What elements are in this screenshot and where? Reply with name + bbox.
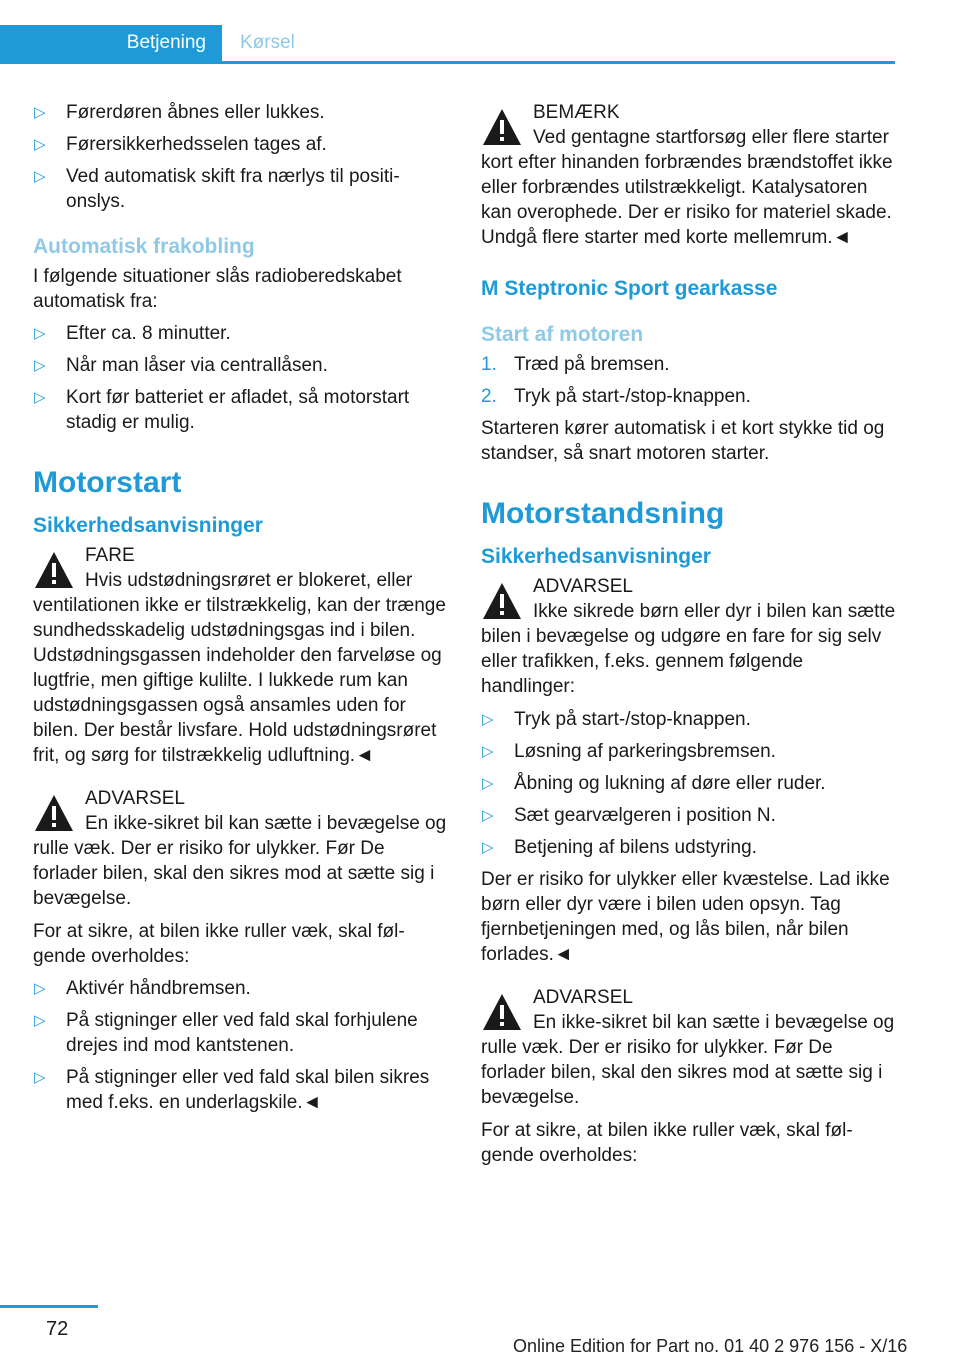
notice-text: Ikke sikrede børn eller dyr i bilen kan sætte bilen i bevægelse og udgøre en fare for sig selv eller trafikken, f.eks. gennem følgende handlinger: (481, 601, 896, 697)
bullet-triangle-icon: ▷ (482, 775, 494, 792)
list-item: ▷ På stigninger eller ved fald skal forhjulene drejes ind mod kantstenen. (34, 1010, 418, 1056)
notice-heading: ADVARSEL (85, 788, 185, 809)
warning-notice (481, 985, 896, 1110)
bullet-triangle-icon: ▷ (34, 389, 46, 406)
list-item: ▷ Førerdøren åbnes eller lukkes. (34, 102, 325, 123)
list-item: ▷ Førersikkerhedsselen tages af. (34, 134, 327, 155)
numbered-item: 1. Træd på bremsen. (481, 354, 670, 375)
step-number: 2. (481, 386, 497, 407)
heading-sikkerhedsanvisninger: Sikkerhedsanvisninger (33, 514, 263, 537)
bullet-triangle-icon: ▷ (482, 839, 494, 856)
tab-betjening[interactable]: Betjening (0, 25, 222, 61)
warning-triangle-icon (481, 991, 523, 1033)
heading-sikkerhedsanvisninger: Sikkerhedsanvisninger (481, 545, 711, 568)
heading-motorstart: Motorstart (33, 466, 182, 499)
chapter-tabbar (0, 25, 895, 64)
bullet-triangle-icon: ▷ (34, 1012, 46, 1029)
notice-heading: BEMÆRK (533, 102, 620, 123)
notice-heading: ADVARSEL (533, 987, 633, 1008)
danger-notice (33, 543, 448, 768)
warning-notice (481, 574, 896, 699)
paragraph: For at sikre, at bilen ikke ruller væk, skal følgende overholdes: (481, 1120, 853, 1166)
bullet-triangle-icon: ▷ (482, 743, 494, 760)
list-item: ▷ Åbning og lukning af døre eller ruder. (482, 773, 826, 794)
notice-heading: ADVARSEL (533, 576, 633, 597)
notice-text: Hvis udstødningsrøret er blokeret, eller ventilationen ikke er tilstrækkelig, kan der trænge sundhedsskadelig udstødningsgas ind i bilen. Udstødningsgassen indeholder den farveløse og lugtfrie, men giftige kulilte. I lukkede rum kan udstødningsgassen også ansamles uden for bilen. Der består livsfare. Hold udstødningsrøret frit, og sørg for tilstrækkelig udluftning.◄ (33, 570, 446, 766)
warning-triangle-icon (481, 106, 523, 148)
page-number: 72 (46, 1318, 69, 1340)
list-item: ▷ Betjening af bilens udstyring. (482, 837, 757, 858)
list-item: ▷ Aktivér håndbremsen. (34, 978, 251, 999)
paragraph: Starteren kører automatisk i et kort stykke tid og standser, så snart motoren starter. (481, 418, 885, 464)
numbered-item: 2. Tryk på start-/stop-knappen. (481, 386, 751, 407)
list-item: ▷ Kort før batteriet er afladet, så motorstart stadig er mulig. (34, 387, 410, 433)
notice-text: En ikke-sikret bil kan sætte i bevægelse og rulle væk. Der er risiko for ulykker. Før De forlader bilen, skal den sikres mod at sætte sig i bevægelse. (481, 1012, 895, 1108)
heading-motorstandsning: Motorstandsning (481, 497, 725, 530)
bullet-triangle-icon: ▷ (482, 807, 494, 824)
paragraph: I følgende situationer slås radioberedskabet automatisk fra: (33, 266, 402, 312)
notice-text: Ved gentagne startforsøg eller flere starter kort efter hinanden forbrændes brændstoffet ikke eller forbrændes utilstrækkeligt. Katalysatoren kan overophede. Der er risiko for materiel skade. Undgå flere starter med korte mellemrum.◄ (481, 127, 893, 248)
bullet-triangle-icon: ▷ (34, 980, 46, 997)
caution-notice (481, 100, 896, 250)
bullet-triangle-icon: ▷ (482, 711, 494, 728)
list-item: ▷ Sæt gearvælgeren i position N. (482, 805, 776, 826)
list-item: ▷ Når man låser via centrallåsen. (34, 355, 328, 376)
step-number: 1. (481, 354, 497, 375)
bullet-triangle-icon: ▷ (34, 1069, 46, 1086)
notice-heading: FARE (85, 545, 135, 566)
tab-korsel[interactable]: Kørsel (240, 32, 295, 53)
left-column (33, 100, 448, 1122)
list-item: ▷ Efter ca. 8 minutter. (34, 323, 231, 344)
notice-text: En ikke-sikret bil kan sætte i bevægelse og rulle væk. Der er risiko for ulykker. Før De forlader bilen, skal den sikres mod at sætte sig i bevægelse. (33, 813, 447, 909)
list-item: ▷ Tryk på start-/stop-knappen. (482, 709, 751, 730)
right-column (481, 100, 896, 1175)
warning-triangle-icon (481, 580, 523, 622)
bullet-triangle-icon: ▷ (34, 136, 46, 153)
edition-note: Online Edition for Part no. 01 40 2 976 156 - X/16 (513, 1336, 908, 1356)
list-item: ▷ Løsning af parkeringsbremsen. (482, 741, 776, 762)
bullet-triangle-icon: ▷ (34, 168, 46, 185)
bullet-triangle-icon: ▷ (34, 325, 46, 342)
warning-triangle-icon (33, 549, 75, 591)
bullet-triangle-icon: ▷ (34, 357, 46, 374)
footer-rule (0, 1305, 98, 1308)
heading-start-af-motoren: Start af motoren (481, 323, 644, 346)
bullet-triangle-icon: ▷ (34, 104, 46, 121)
paragraph: Der er risiko for ulykker eller kvæstelse. Lad ikke børn eller dyr være i bilen uden opsyn. Tag fjernbetjeningen med, og lås bilen, når bilen forlades.◄ (481, 869, 890, 965)
list-item: ▷ På stigninger eller ved fald skal bilen sikres med f.eks. en underlagskile.◄ (34, 1067, 430, 1113)
paragraph: For at sikre, at bilen ikke ruller væk, skal følgende overholdes: (33, 921, 405, 967)
warning-triangle-icon (33, 792, 75, 834)
heading-automatisk-frakobling: Automatisk frakobling (33, 235, 255, 258)
heading-m-steptronic: M Steptronic Sport gearkasse (481, 277, 778, 300)
list-item: ▷ Ved automatisk skift fra nærlys til positionslys. (34, 166, 400, 212)
warning-notice (33, 786, 448, 911)
